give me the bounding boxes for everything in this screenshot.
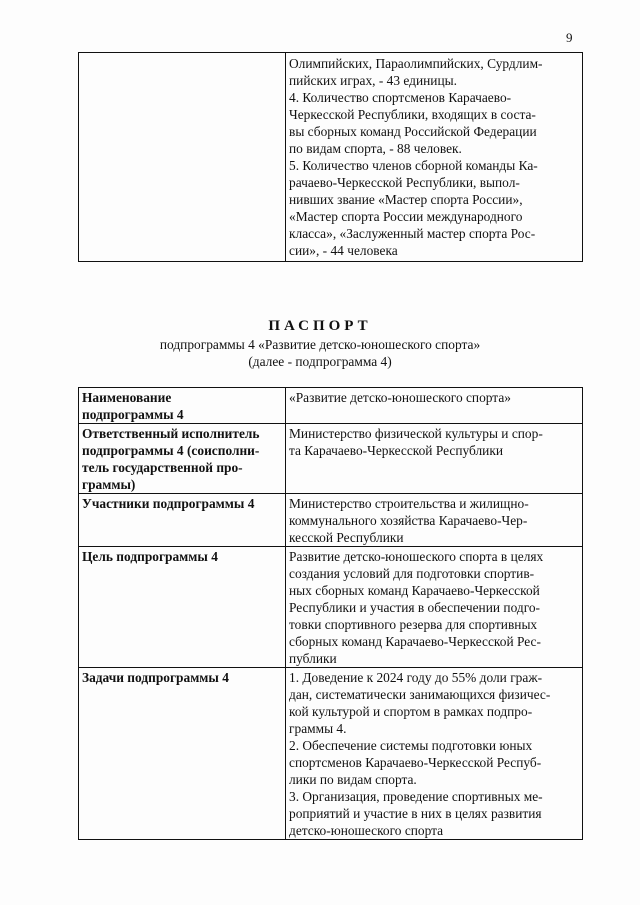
value-line: создания условий для подготовки спортив- (289, 566, 535, 581)
text-line: вы сборных команд Российской Федерации (289, 124, 537, 139)
table-row (79, 494, 583, 547)
label-line: Цель подпрограммы 4 (82, 549, 218, 564)
label-line: граммы) (82, 477, 136, 492)
value-line: Развитие детско-юношеского спорта в целях (289, 549, 544, 564)
value-line: ных сборных команд Карачаево-Черкесской (289, 583, 540, 598)
value-line: лики по видам спорта. (289, 772, 417, 787)
text-line: сии», - 44 человека (289, 243, 398, 258)
label-line: Ответственный исполнитель (82, 426, 260, 441)
value-line: сборных команд Карачаево-Черкесской Рес- (289, 634, 541, 649)
text-line: класса», «Заслуженный мастер спорта Рос- (289, 226, 536, 241)
value-line: кесской Республики (289, 530, 404, 545)
label-line: подпрограммы 4 (соисполни- (82, 443, 260, 458)
value-line: детско-юношеского спорта (289, 823, 444, 838)
table-row (79, 388, 583, 424)
text-line: по видам спорта, - 88 человек. (289, 141, 462, 156)
value-line: 1. Доведение к 2024 году до 55% доли граж- (289, 670, 543, 685)
value-line: товки спортивного резерва для спортивных (289, 617, 538, 632)
label-line: тель государственной про- (82, 460, 243, 475)
row-value-cell (286, 388, 583, 424)
value-line: 3. Организация, проведение спортивных ме- (289, 789, 543, 804)
passport-subtitle-note: (далее - подпрограмма 4) (248, 354, 392, 369)
value-line: «Развитие детско-юношеского спорта» (289, 390, 511, 405)
indicators-cell (286, 53, 583, 262)
passport-heading (0, 316, 640, 370)
row-label-cell (79, 547, 286, 668)
continued-table (78, 52, 583, 262)
value-line: Министерство строительства и жилищно- (289, 496, 529, 511)
value-line: дан, систематически занимающихся физичес- (289, 687, 551, 702)
value-line: роприятий и участие в них в целях развития (289, 806, 542, 821)
text-line: «Мастер спорта России международного (289, 209, 523, 224)
text-line: рачаево-Черкесской Республики, выпол- (289, 175, 520, 190)
row-value-cell (286, 424, 583, 494)
passport-table (78, 387, 583, 840)
label-line: Наименование (82, 390, 172, 405)
value-line: Республики и участия в обеспечении подго- (289, 600, 541, 615)
table-row (79, 53, 583, 262)
label-line: Задачи подпрограммы 4 (82, 670, 229, 685)
value-line: граммы 4. (289, 721, 347, 736)
row-value-cell (286, 668, 583, 840)
value-line: кой культурой и спортом в рамках подпро- (289, 704, 533, 719)
value-line: публики (289, 651, 337, 666)
passport-subtitle: подпрограммы 4 «Развитие детско-юношеского спорта» (159, 337, 481, 352)
table-row (79, 668, 583, 840)
value-line: та Карачаево-Черкесской Республики (289, 443, 504, 458)
passport-title: ПАСПОРТ (268, 318, 372, 334)
value-line: 2. Обеспечение системы подготовки юных (289, 738, 533, 753)
row-label-cell (79, 668, 286, 840)
row-label-cell (79, 494, 286, 547)
text-line: 5. Количество членов сборной команды Ка- (289, 158, 538, 173)
row-label-cell (79, 424, 286, 494)
table-row (79, 547, 583, 668)
text-line: Олимпийских, Параолимпийских, Сурдлим- (289, 56, 543, 71)
label-line: Участники подпрограммы 4 (82, 496, 255, 511)
row-value-cell (286, 494, 583, 547)
empty-label-cell (79, 53, 286, 262)
text-line: 4. Количество спортсменов Карачаево- (289, 90, 512, 105)
row-label-cell (79, 388, 286, 424)
text-line: Черкесской Республики, входящих в соста- (289, 107, 536, 122)
row-value-cell (286, 547, 583, 668)
value-line: коммунального хозяйства Карачаево-Чер- (289, 513, 528, 528)
table-row (79, 424, 583, 494)
label-line: подпрограммы 4 (82, 407, 184, 422)
text-line: пийских играх, - 43 единицы. (289, 73, 457, 88)
text-line: нивших звание «Мастер спорта России», (289, 192, 523, 207)
value-line: спортсменов Карачаево-Черкесской Респуб- (289, 755, 542, 770)
page-number: 9 (566, 30, 573, 45)
value-line: Министерство физической культуры и спор- (289, 426, 543, 441)
